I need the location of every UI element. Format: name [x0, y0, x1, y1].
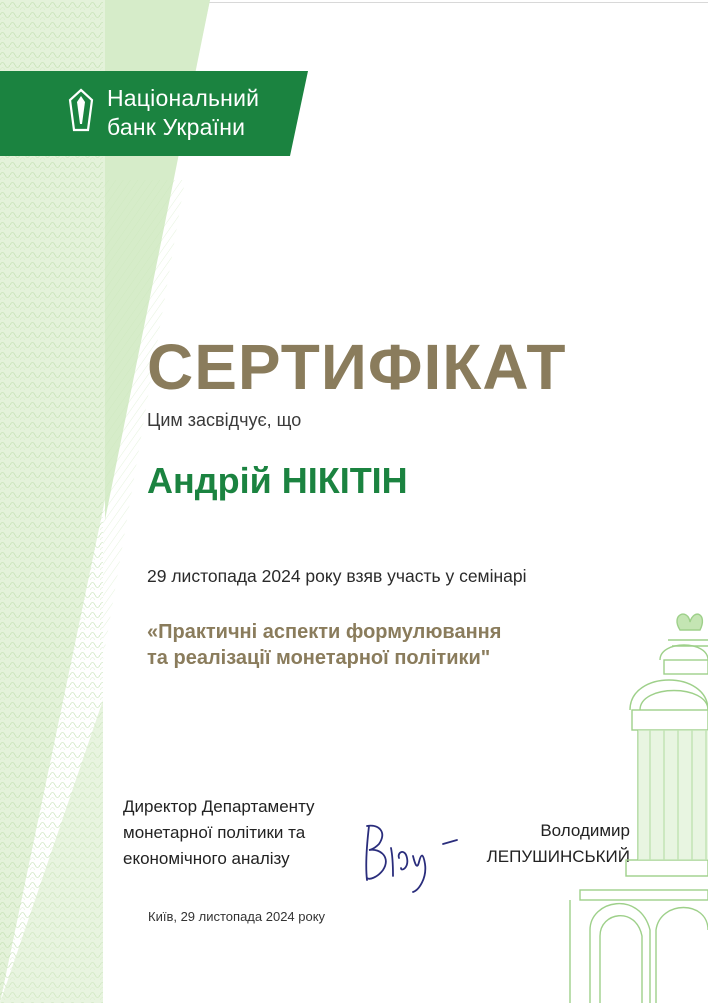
brand-name-line-2: банк України — [107, 114, 246, 140]
seminar-title-line-2: та реалізації монетарної політики" — [147, 647, 491, 669]
seminar-title — [147, 619, 501, 671]
certificate-title: СЕРТИФІКАТ — [147, 331, 567, 403]
bank-logo-icon — [66, 88, 96, 137]
signatory-role-line-1: Директор Департаменту — [123, 797, 315, 816]
brand-name-line-1: Національний — [107, 85, 260, 111]
signatory-role — [123, 794, 315, 872]
signatory-role-line-2: монетарної політики та — [123, 823, 306, 842]
seminar-title-line-1: «Практичні аспекти формулювання — [147, 621, 502, 643]
signatory-first-name: Володимир — [540, 821, 630, 840]
certifies-text: Цим засвідчує, що — [147, 410, 302, 430]
handwritten-signature — [357, 818, 467, 903]
signatory-last-name: ЛЕПУШИНСЬКИЙ — [486, 847, 630, 866]
recipient-name: Андрій НІКІТІН — [147, 460, 408, 501]
building-illustration-icon — [560, 600, 708, 1003]
signatory-role-line-3: економічного аналізу — [123, 849, 290, 868]
place-and-date: Київ, 29 листопада 2024 року — [148, 909, 326, 924]
event-description: 29 листопада 2024 року взяв участь у семінарі — [147, 566, 527, 586]
